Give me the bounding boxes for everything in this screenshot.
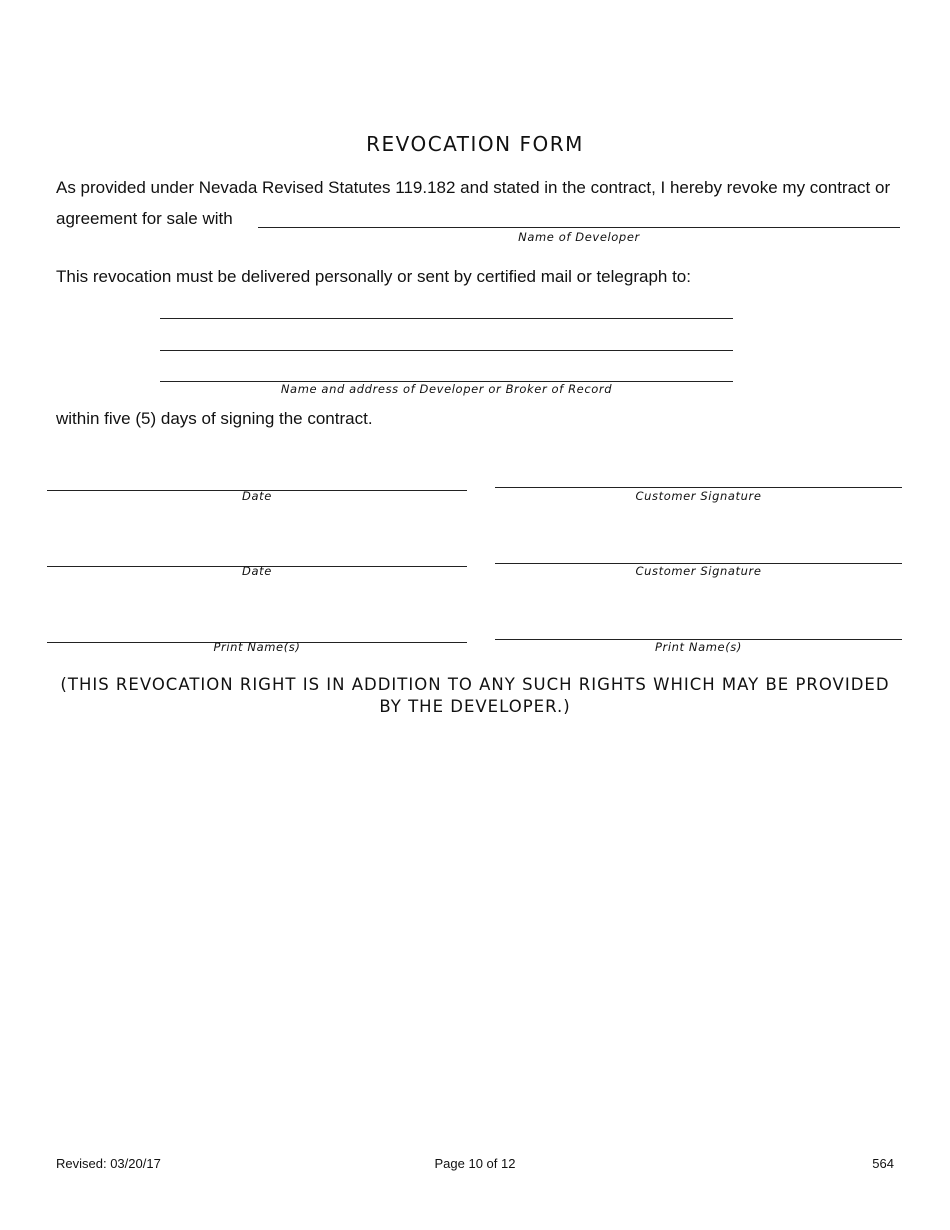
footer-page-number: Page 10 of 12 bbox=[434, 1156, 516, 1171]
print-name-caption-right: Print Name(s) bbox=[654, 640, 742, 654]
print-name-caption-left: Print Name(s) bbox=[213, 640, 301, 654]
address-line-2[interactable] bbox=[160, 350, 733, 351]
customer-signature-line-1[interactable] bbox=[495, 487, 902, 488]
within-text: within five (5) days of signing the contract. bbox=[56, 409, 373, 428]
developer-name-line[interactable] bbox=[258, 227, 900, 228]
developer-name-caption: Name of Developer bbox=[518, 230, 640, 244]
delivery-text: This revocation must be delivered personally or sent by certified mail or telegraph to: bbox=[56, 267, 691, 286]
revocation-notice: (THIS REVOCATION RIGHT IS IN ADDITION TO ANY SUCH RIGHTS WHICH MAY BE PROVIDED BY THE DEVELOPER.) bbox=[60, 675, 890, 716]
address-line-1[interactable] bbox=[160, 318, 733, 319]
customer-signature-caption-1: Customer Signature bbox=[635, 489, 762, 503]
intro-line-1: As provided under Nevada Revised Statutes 119.182 and stated in the contract, I hereby revoke my contract or bbox=[56, 178, 891, 197]
date-caption-2: Date bbox=[242, 564, 272, 578]
form-title: REVOCATION FORM bbox=[366, 132, 584, 156]
address-caption: Name and address of Developer or Broker of Record bbox=[280, 382, 613, 396]
intro-line-2: agreement for sale with bbox=[56, 209, 233, 228]
footer-form-number: 564 bbox=[872, 1156, 894, 1171]
customer-signature-caption-2: Customer Signature bbox=[635, 564, 762, 578]
footer-revised: Revised: 03/20/17 bbox=[56, 1156, 161, 1171]
date-caption-1: Date bbox=[242, 489, 272, 503]
